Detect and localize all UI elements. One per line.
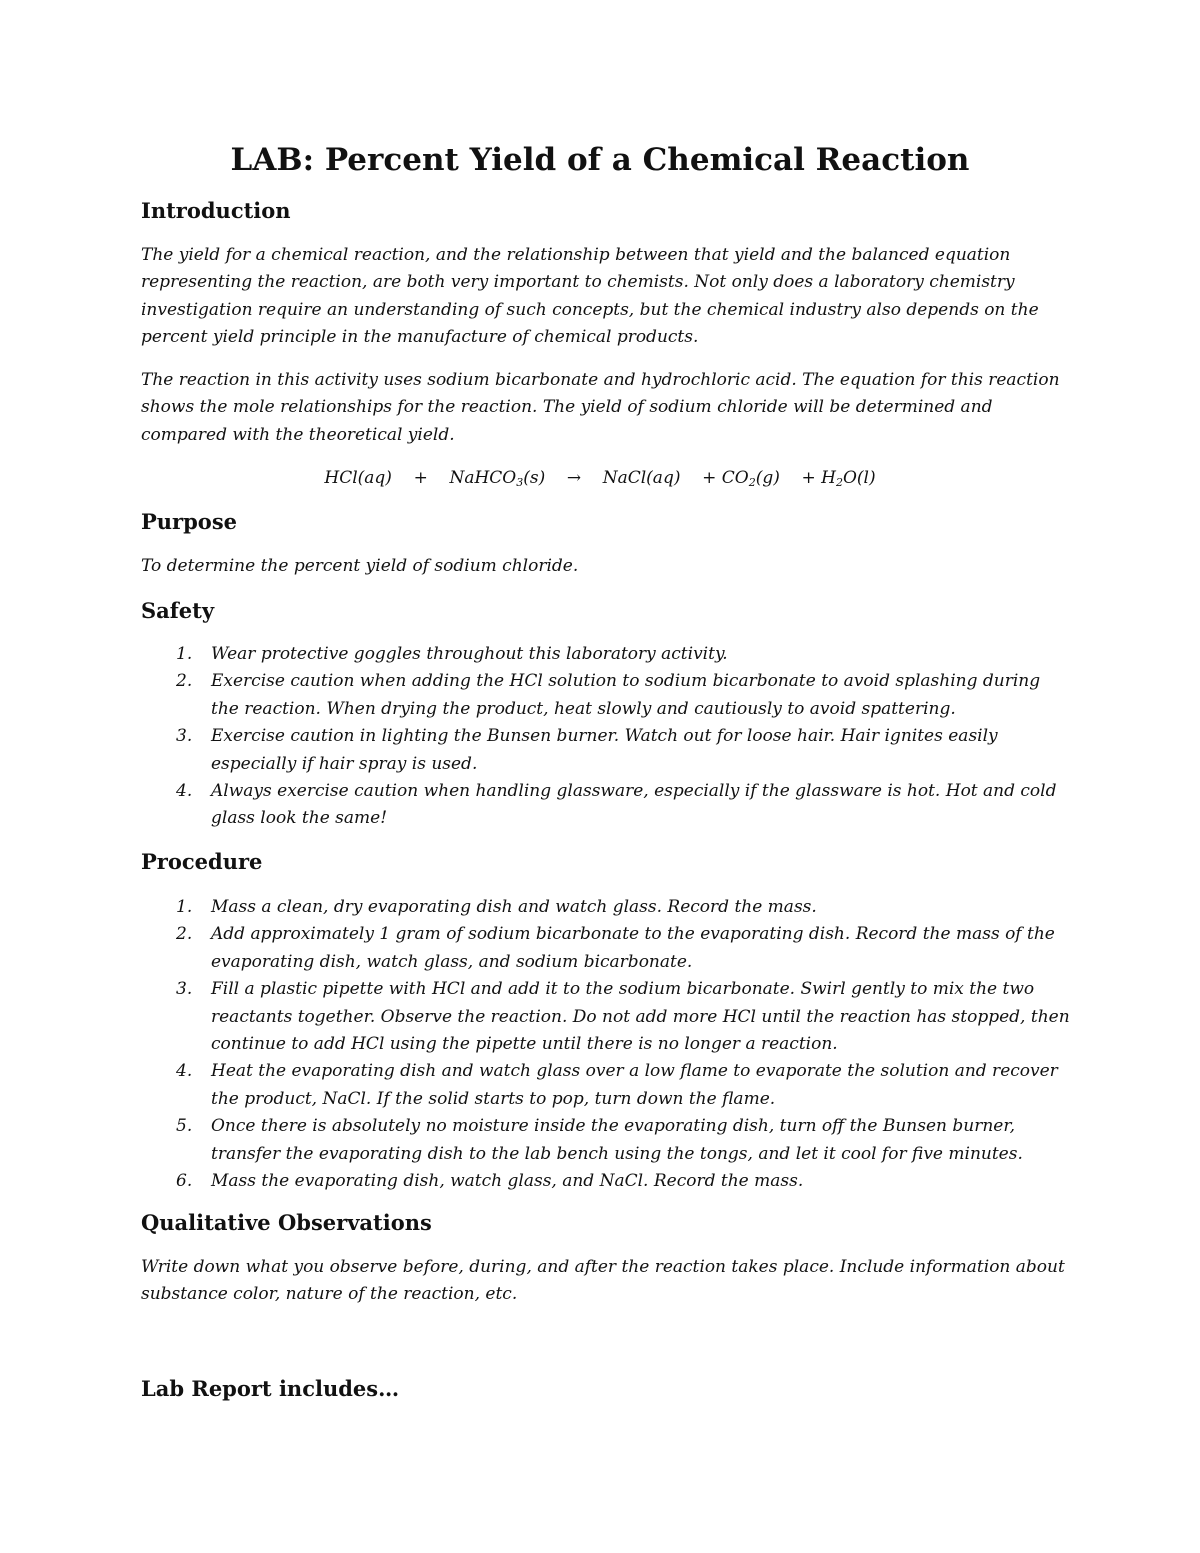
page-title: LAB: Percent Yield of a Chemical Reaction <box>230 142 970 178</box>
list-item: 3. Fill a plastic pipette with HCl and add it to the sodium bicarbonate. Swirl gently to mix the two reactants together. Observe the reaction. Do not add more HCl until the reaction has stopped, then continue to add HCl using the pipette until there is no longer a reaction. <box>176 979 1070 1055</box>
chemical-equation <box>0 465 1200 492</box>
equation-product-nacl: NaCl(aq) <box>602 468 681 488</box>
list-item: 2. Exercise caution when adding the HCl solution to sodium bicarbonate to avoid splashing during the reaction. When drying the product, heat slowly and cautiously to avoid spattering. <box>176 671 1041 719</box>
list-item: 4. Always exercise caution when handling glassware, especially if the glassware is hot. Hot and cold glass look the same! <box>176 781 1057 829</box>
equation-plus: + <box>702 468 717 488</box>
list-item: 6. Mass the evaporating dish, watch glass, and NaCl. Record the mass. <box>176 1171 804 1192</box>
list-item: 5. Once there is absolutely no moisture inside the evaporating dish, turn off the Bunsen burner, transfer the evaporating dish to the lab bench using the tongs, and let it cool for five minutes. <box>176 1116 1023 1164</box>
equation-reactant-nahco3: NaHCO$_3$(s) <box>449 468 546 489</box>
safety-heading: Safety <box>141 598 215 623</box>
safety-list <box>170 641 1070 833</box>
equation-plus: + <box>801 468 816 488</box>
lab-report-heading: Lab Report includes… <box>141 1376 400 1401</box>
introduction-paragraph-1: The yield for a chemical reaction, and the relationship between that yield and the balanced equation representing the reaction, are both very important to chemists. Not only does a laboratory chemistry investigation require an understanding of such concepts, but the chemical industry also depends on the percent yield principle in the manufacture of chemical products. <box>141 245 1039 348</box>
equation-plus: + <box>413 468 428 488</box>
procedure-heading: Procedure <box>141 849 263 874</box>
list-item: 1. Mass a clean, dry evaporating dish and watch glass. Record the mass. <box>176 897 817 917</box>
list-item: 4. Heat the evaporating dish and watch glass over a low flame to evaporate the solution and recover the product, NaCl. If the solid starts to pop, turn down the flame. <box>176 1061 1058 1109</box>
introduction-heading: Introduction <box>141 198 291 223</box>
observations-text: Write down what you observe before, during, and after the reaction takes place. Include information about substance color, nature of the reaction, etc. <box>141 1257 1065 1305</box>
equation-reactant-hcl: HCl(aq) <box>324 468 392 488</box>
purpose-heading: Purpose <box>141 509 237 534</box>
list-item: 3. Exercise caution in lighting the Bunsen burner. Watch out for loose hair. Hair ignites easily especially if hair spray is used. <box>176 726 998 774</box>
equation-arrow-icon: → <box>566 468 582 488</box>
equation-product-co2: $CO_2(g)$ <box>721 468 780 489</box>
list-item: 1. Wear protective goggles throughout this laboratory activity. <box>176 644 728 664</box>
introduction-paragraph-2: The reaction in this activity uses sodium bicarbonate and hydrochloric acid. The equation for this reaction shows the mole relationships for the reaction. The yield of sodium chloride will be determined and compared with the theoretical yield. <box>141 370 1060 445</box>
purpose-text: To determine the percent yield of sodium chloride. <box>141 556 579 576</box>
procedure-list <box>170 894 1070 1195</box>
equation-product-h2o: $H_2O(l)$ <box>821 468 876 489</box>
list-item: 2. Add approximately 1 gram of sodium bicarbonate to the evaporating dish. Record the mass of the evaporating dish, watch glass, and sodium bicarbonate. <box>176 924 1055 972</box>
observations-heading: Qualitative Observations <box>141 1210 432 1235</box>
